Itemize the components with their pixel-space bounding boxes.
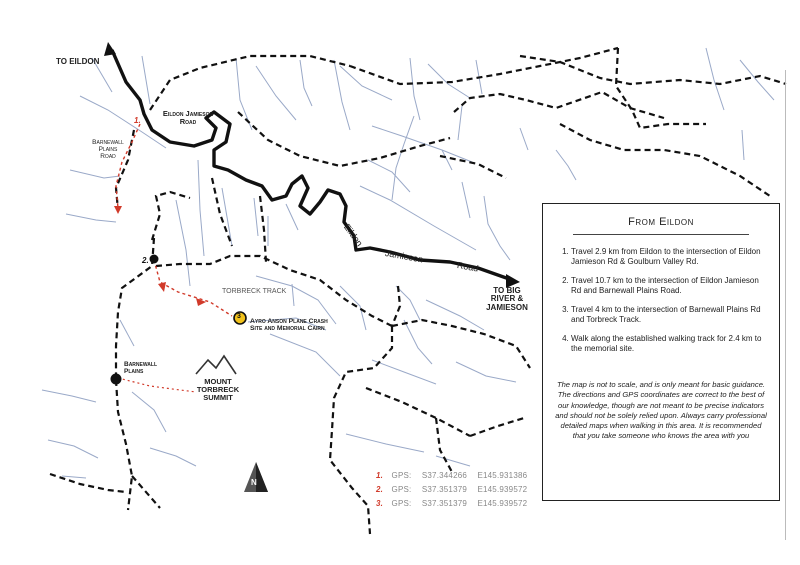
junction-point-2[interactable] bbox=[150, 255, 159, 264]
road-arrow-north bbox=[104, 42, 116, 56]
route-arrow-2 bbox=[158, 282, 166, 292]
mount-torbreck-label: MOUNT TORBRECK SUMMIT bbox=[196, 377, 240, 402]
directions-list bbox=[555, 247, 767, 354]
gps-east: E145.939572 bbox=[477, 485, 528, 494]
panel-divider bbox=[573, 234, 749, 235]
gps-label: GPS: bbox=[391, 471, 412, 480]
route-arrow-1 bbox=[114, 206, 122, 214]
marker-3: 3 bbox=[237, 313, 241, 320]
road-name-road: Road bbox=[456, 260, 480, 274]
crash-site-label: Ayro Anson Plane Crash Site and Memorial Cairn bbox=[250, 318, 328, 333]
direction-step: 2. Travel 10.7 km to the intersection of Eildon Jamieson Rd and Barnewall Plains Road. bbox=[571, 276, 767, 296]
gps-south: S37.344266 bbox=[421, 471, 468, 480]
to-big-river-label: TO BIG RIVER & JAMIESON bbox=[486, 286, 528, 312]
page-edge bbox=[785, 70, 800, 540]
mountain-icon bbox=[196, 356, 236, 374]
gps-label: GPS: bbox=[391, 485, 412, 494]
north-arrow-icon bbox=[244, 462, 268, 492]
direction-step: 4. Walk along the established walking track for 2.4 km to the memorial site. bbox=[571, 334, 767, 354]
direction-route bbox=[116, 124, 140, 208]
marker-2: 2. bbox=[142, 256, 149, 265]
gps-east: E145.931386 bbox=[477, 471, 528, 480]
road-name-eildon: Eildon bbox=[341, 222, 365, 249]
direction-route-2 bbox=[154, 260, 232, 316]
panel-title: From Eildon bbox=[628, 216, 694, 228]
gps-row bbox=[376, 485, 527, 494]
gps-south: S37.351379 bbox=[421, 485, 468, 494]
gps-number: 1. bbox=[376, 471, 384, 480]
main-road bbox=[112, 50, 512, 280]
barnewall-plains-point[interactable] bbox=[111, 374, 122, 385]
gps-label: GPS: bbox=[391, 499, 412, 508]
gps-number: 2. bbox=[376, 485, 384, 494]
to-eildon-label: TO EILDON bbox=[56, 57, 100, 66]
gps-south: S37.351379 bbox=[421, 499, 468, 508]
barnewall-plains-label: Barnewall Plains bbox=[124, 361, 158, 375]
road-name-jamieson: Jamieson bbox=[384, 248, 424, 265]
summit-path bbox=[118, 378, 196, 392]
directions-panel bbox=[542, 203, 780, 501]
eildon-jamieson-road-label: Eildon Jamieson Road bbox=[162, 109, 214, 126]
torbreck-track-label: TORBRECK TRACK bbox=[222, 288, 287, 295]
barnewall-plains-road-label: Barnewall Plains Road bbox=[92, 139, 124, 160]
gps-row bbox=[376, 471, 527, 480]
disclaimer-text: The map is not to scale, and is only meant for basic guidance. The directions and GPS coordinates are correct to the best of our knowledge, though are not meant to be precise indicators and should not be solely relied upon. Always carry professional detailed maps when walking in this area. It is recommended that you take someone who knows the area with you bbox=[555, 380, 767, 441]
gps-row bbox=[376, 499, 527, 508]
direction-step: 1. Travel 2.9 km from Eildon to the intersection of Eildon Jamieson Rd & Goulburn Valley Rd. bbox=[571, 247, 767, 267]
gps-number: 3. bbox=[376, 499, 384, 508]
gps-east: E145.939572 bbox=[477, 499, 528, 508]
north-label: N bbox=[251, 478, 257, 487]
direction-step: 3. Travel 4 km to the intersection of Barnewall Plains Rd and Torbreck Track. bbox=[571, 305, 767, 325]
marker-1: 1. bbox=[134, 116, 141, 125]
